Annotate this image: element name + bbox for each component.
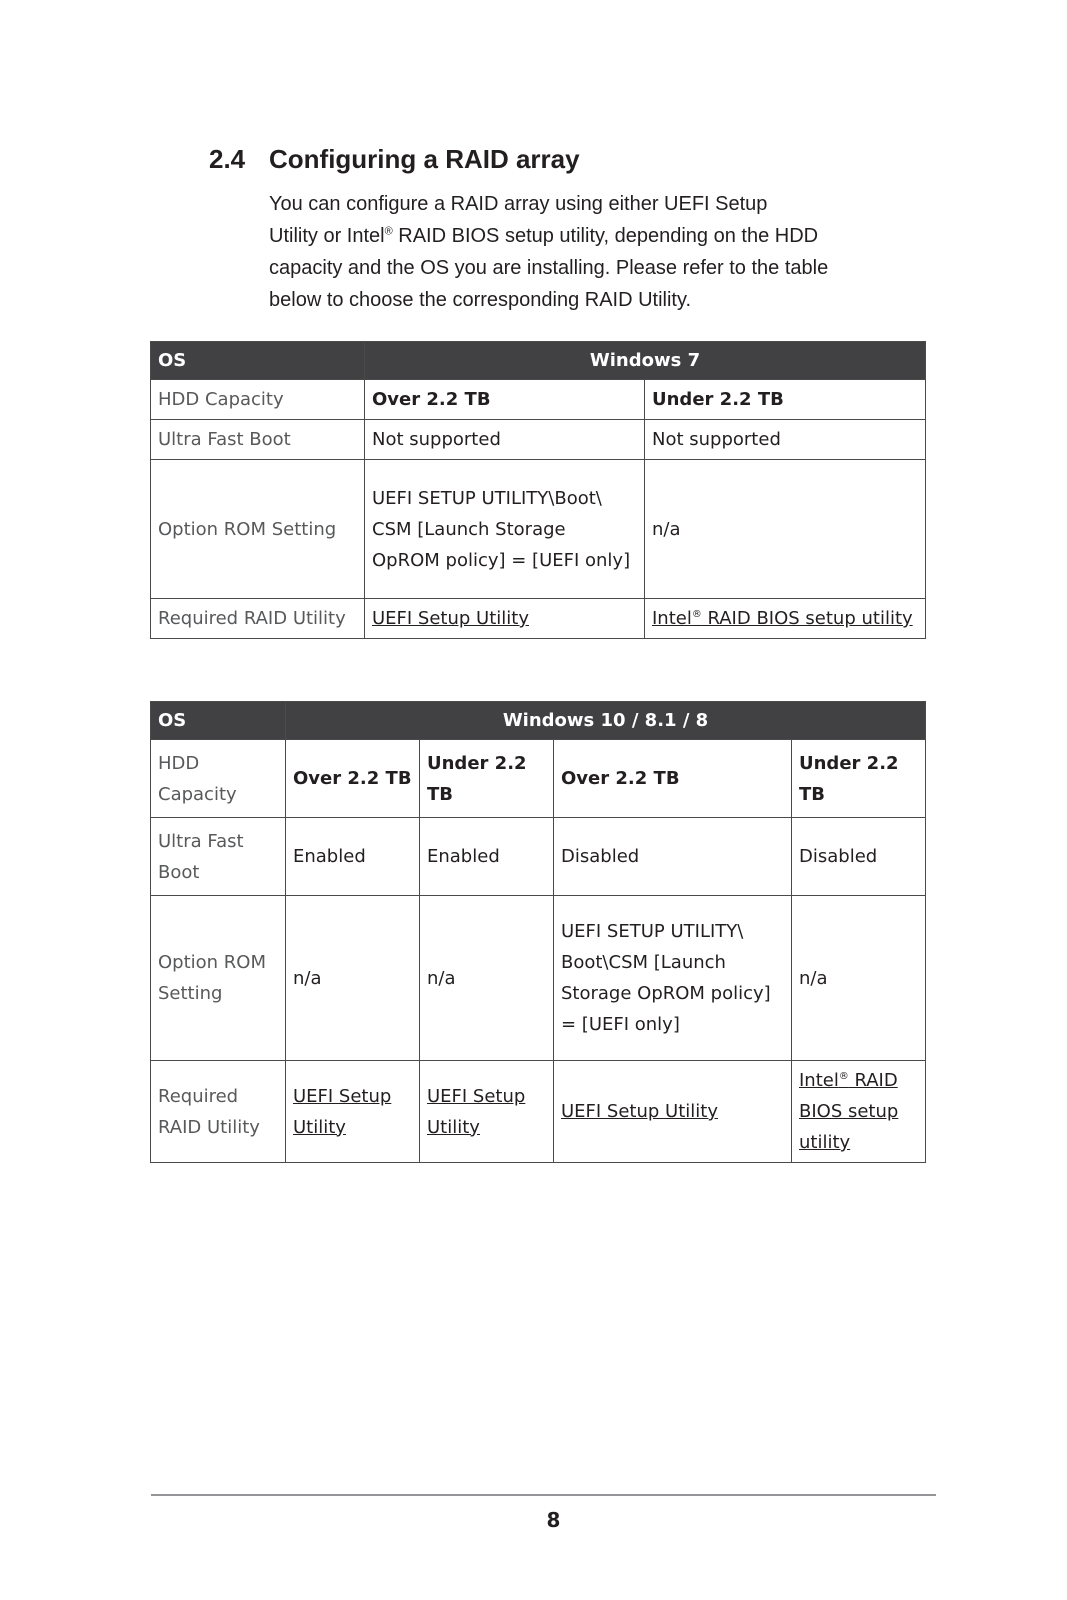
table-cell: n/a — [792, 896, 926, 1061]
table-row — [151, 702, 926, 740]
table-row — [151, 599, 926, 639]
intel-raid-bios-link[interactable] — [652, 608, 913, 629]
table-cell — [420, 1061, 554, 1163]
table-row — [151, 818, 926, 896]
uefi-setup-utility-link[interactable]: UEFI Setup Utility — [427, 1085, 526, 1138]
link-text-start: Intel — [799, 1070, 839, 1091]
page-number: 8 — [546, 1508, 561, 1532]
table-cell — [554, 1061, 792, 1163]
registered-mark: ® — [838, 1071, 849, 1082]
intro-line-2-start: Utility or Intel — [269, 225, 385, 247]
link-text-end: RAID BIOS setup utility — [701, 608, 913, 629]
link-text-end: RAID BIOS setup utility — [799, 1070, 899, 1153]
uefi-setup-utility-link[interactable]: UEFI Setup Utility — [561, 1101, 718, 1122]
table-row — [151, 740, 926, 818]
windows-10-raid-table — [150, 701, 926, 1163]
intro-line-1: You can configure a RAID array using either UEFI Setup — [269, 193, 768, 215]
required-raid-utility-label: Required RAID Utility — [151, 1061, 286, 1163]
windows-7-raid-table — [150, 341, 926, 639]
table-row — [151, 460, 926, 599]
option-rom-setting-label: Option ROM Setting — [151, 896, 286, 1061]
registered-mark: ® — [691, 609, 702, 620]
ultra-fast-boot-label: Ultra Fast Boot — [151, 818, 286, 896]
table-cell: UEFI SETUP UTILITY\ Boot\CSM [Launch Storage OpROM policy] = [UEFI only] — [554, 896, 792, 1061]
section-number: 2.4 — [209, 144, 246, 174]
hdd-capacity-label: HDD Capacity — [151, 740, 286, 818]
os-header-label: OS — [151, 342, 365, 380]
table-cell: Not supported — [645, 420, 926, 460]
required-raid-utility-label: Required RAID Utility — [151, 599, 365, 639]
intel-raid-bios-link[interactable] — [799, 1070, 898, 1153]
os-header-value: Windows 7 — [365, 342, 926, 380]
table-cell: Over 2.2 TB — [554, 740, 792, 818]
os-header-value: Windows 10 / 8.1 / 8 — [286, 702, 926, 740]
intro-line-4: below to choose the corresponding RAID Utility. — [269, 289, 692, 311]
table-cell: Over 2.2 TB — [365, 380, 645, 420]
table-row — [151, 342, 926, 380]
table-cell: Disabled — [792, 818, 926, 896]
table-cell: Under 2.2 TB — [792, 740, 926, 818]
table-cell: Enabled — [420, 818, 554, 896]
uefi-setup-utility-link[interactable]: UEFI Setup Utility — [372, 608, 529, 629]
table-cell: Enabled — [286, 818, 420, 896]
intro-line-2-end: RAID BIOS setup utility, depending on the HDD — [392, 225, 819, 247]
table-cell: n/a — [286, 896, 420, 1061]
intro-line-2 — [269, 220, 909, 252]
table-cell — [792, 1061, 926, 1163]
table-cell — [286, 1061, 420, 1163]
table-cell: Disabled — [554, 818, 792, 896]
uefi-setup-utility-link[interactable]: UEFI Setup Utility — [293, 1085, 392, 1138]
section-title: Configuring a RAID array — [269, 144, 580, 174]
intro-paragraph — [269, 188, 909, 316]
table-cell — [365, 599, 645, 639]
ultra-fast-boot-label: Ultra Fast Boot — [151, 420, 365, 460]
section-heading — [209, 144, 580, 175]
link-text-start: Intel — [652, 608, 692, 629]
os-header-label: OS — [151, 702, 286, 740]
registered-mark: ® — [384, 225, 393, 238]
table-cell: Under 2.2 TB — [645, 380, 926, 420]
footer-divider — [151, 1494, 936, 1496]
option-rom-setting-label: Option ROM Setting — [151, 460, 365, 599]
intro-line-3: capacity and the OS you are installing. Please refer to the table — [269, 257, 829, 279]
table-cell: Not supported — [365, 420, 645, 460]
table-row — [151, 420, 926, 460]
table-cell: n/a — [420, 896, 554, 1061]
table-row — [151, 1061, 926, 1163]
table-cell — [645, 599, 926, 639]
table-row — [151, 896, 926, 1061]
hdd-capacity-label: HDD Capacity — [151, 380, 365, 420]
table-cell: n/a — [645, 460, 926, 599]
table-cell: UEFI SETUP UTILITY\Boot\ CSM [Launch Storage OpROM policy] = [UEFI only] — [365, 460, 645, 599]
table-cell: Under 2.2 TB — [420, 740, 554, 818]
table-row — [151, 380, 926, 420]
table-cell: Over 2.2 TB — [286, 740, 420, 818]
